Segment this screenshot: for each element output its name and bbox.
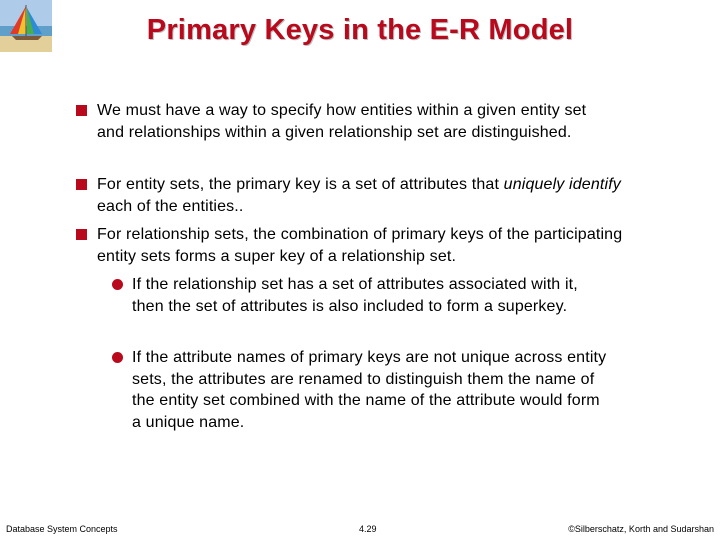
- footer-copyright: ©Silberschatz, Korth and Sudarshan: [568, 524, 714, 534]
- bullet-text-part: For entity sets, the primary key is a set of attributes that: [97, 176, 504, 193]
- square-bullet-icon: [76, 105, 87, 116]
- sub-bullet-text: If the attribute names of primary keys are not unique across entity sets, the attributes are renamed to distinguish them the name of the entity set combined with the name of the attribute would form a unique name.: [132, 349, 607, 431]
- bullet-text: For relationship sets, the combination of primary keys of the participating entity sets forms a super key of a relationship set.: [97, 226, 623, 265]
- square-bullet-icon: [76, 229, 87, 240]
- square-bullet-icon: [76, 179, 87, 190]
- bullet-item: [76, 174, 636, 217]
- bullet-item: [76, 224, 636, 267]
- round-bullet-icon: [112, 279, 123, 290]
- sub-bullet-item: [112, 347, 612, 433]
- slide-number: 4.29: [359, 524, 377, 534]
- bullet-text: We must have a way to specify how entities within a given entity set and relationships within a given relationship set are distinguished.: [97, 102, 587, 141]
- sub-bullet-text: If the relationship set has a set of attributes associated with it, then the set of attributes is also included to form a superkey.: [132, 276, 578, 315]
- bullet-text-part: each of the entities..: [97, 197, 244, 215]
- bullet-text: [97, 174, 636, 217]
- sub-bullet-item: [112, 274, 612, 317]
- footer-book-title: Database System Concepts: [6, 524, 118, 534]
- round-bullet-icon: [112, 352, 123, 363]
- slide-title: Primary Keys in the E-R Model: [146, 14, 574, 46]
- slide-footer: [0, 524, 720, 536]
- bullet-item: [76, 100, 616, 143]
- bullet-emphasis: uniquely identify: [503, 176, 621, 193]
